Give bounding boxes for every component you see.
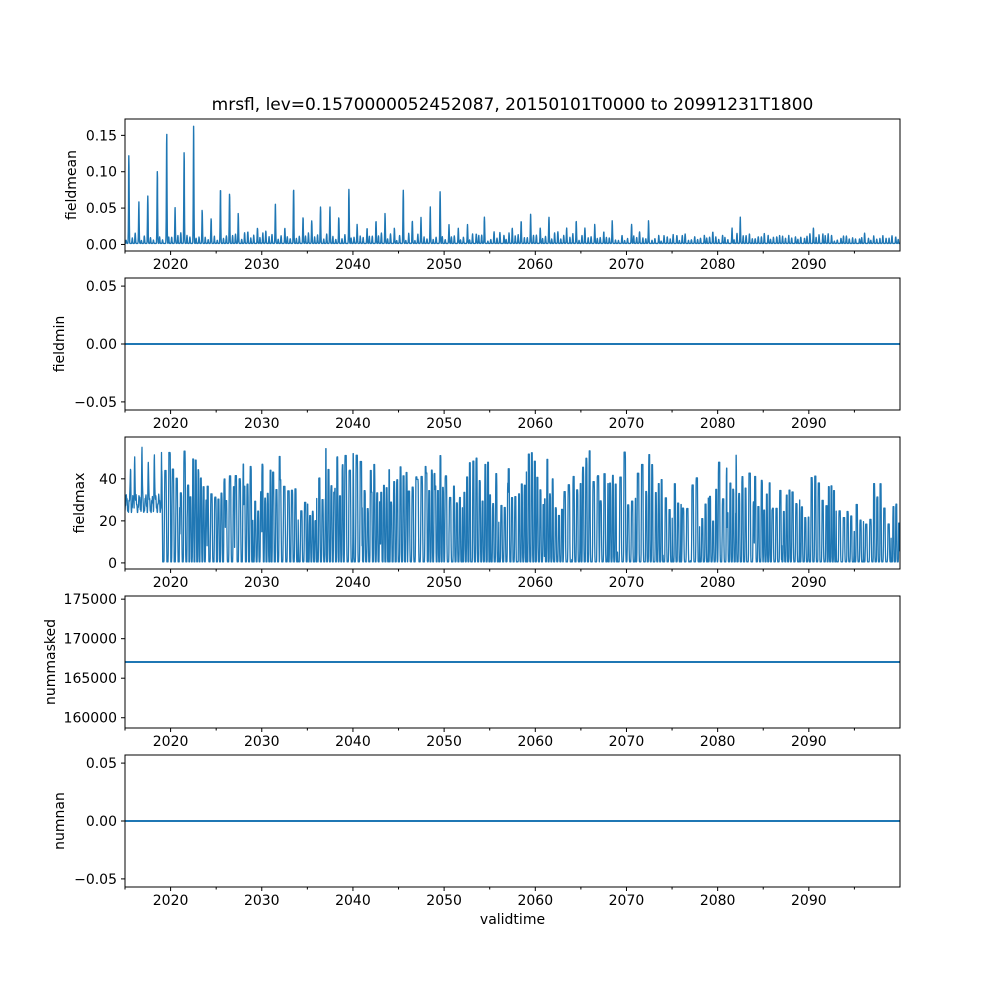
x-axis-title: validtime [479,912,546,928]
x-tick-label: 2080 [699,575,736,591]
y-tick-label: 0.00 [85,237,117,254]
x-tick-label: 2070 [608,575,645,591]
x-tick-label: 2020 [152,893,189,909]
y-tick-label: 170000 [63,631,117,648]
x-tick-label: 2050 [426,575,462,591]
x-tick-label: 2050 [426,734,462,750]
data-line-fieldmax [125,447,900,562]
y-tick-label: 0.10 [85,164,117,181]
x-tick-label: 2060 [517,893,554,909]
y-tick-label: 175000 [63,592,117,609]
x-tick-label: 2070 [608,416,645,432]
x-tick-label: 2050 [426,257,462,273]
x-tick-label: 2080 [699,893,736,909]
x-tick-label: 2090 [791,893,827,909]
y-tick-label: 20 [99,513,117,530]
subplot-fieldmax [72,437,900,591]
y-tick-label: −0.05 [74,871,117,888]
x-tick-label: 2070 [608,257,645,273]
x-tick-label: 2060 [517,416,554,432]
y-tick-label: 0.00 [85,814,117,830]
data-line-fieldmean [125,126,900,243]
y-axis-label-numnan: numnan [52,792,68,850]
subplot-fieldmean [64,119,900,273]
x-tick-label: 2060 [517,257,554,273]
x-tick-label: 2020 [152,734,189,750]
x-tick-label: 2040 [335,257,371,273]
x-tick-label: 2020 [152,416,189,432]
x-tick-label: 2030 [243,893,280,909]
x-tick-label: 2070 [608,893,645,909]
subplot-fieldmin [52,278,900,432]
x-tick-label: 2060 [517,734,554,750]
y-tick-label: 40 [99,471,117,488]
y-tick-label: 0.05 [85,279,117,296]
y-tick-label: 0.00 [85,337,117,353]
x-tick-label: 2030 [243,257,280,273]
y-tick-label: 0.15 [85,128,117,145]
x-tick-label: 2040 [335,575,371,591]
y-tick-label: 0 [108,555,117,572]
x-tick-label: 2020 [152,257,189,273]
y-tick-label: 165000 [63,671,117,688]
chart-title: mrsfl, lev=0.1570000052452087, 20150101T0000 to 20991231T1800 [211,95,814,115]
y-axis-label-fieldmin: fieldmin [52,315,68,373]
x-tick-label: 2060 [517,575,554,591]
x-tick-label: 2030 [243,734,280,750]
y-tick-label: −0.05 [74,394,117,411]
x-tick-label: 2050 [426,416,462,432]
x-tick-label: 2040 [335,734,371,750]
x-tick-label: 2020 [152,575,189,591]
x-tick-label: 2030 [243,575,280,591]
x-tick-label: 2090 [791,257,827,273]
x-tick-label: 2070 [608,734,645,750]
x-tick-label: 2080 [699,734,736,750]
x-tick-label: 2090 [791,575,827,591]
subplot-numnan [52,755,900,909]
x-tick-label: 2080 [699,257,736,273]
x-tick-label: 2040 [335,416,371,432]
y-axis-label-fieldmean: fieldmean [64,150,80,220]
subplot-nummasked [43,592,900,750]
y-tick-label: 0.05 [85,756,117,773]
x-tick-label: 2090 [791,416,827,432]
y-tick-label: 0.05 [85,201,117,218]
x-tick-label: 2050 [426,893,462,909]
x-tick-label: 2090 [791,734,827,750]
x-tick-label: 2030 [243,416,280,432]
y-axis-label-nummasked: nummasked [43,618,59,706]
x-tick-label: 2040 [335,893,371,909]
x-tick-label: 2080 [699,416,736,432]
y-axis-label-fieldmax: fieldmax [72,472,88,534]
y-tick-label: 160000 [63,710,117,727]
